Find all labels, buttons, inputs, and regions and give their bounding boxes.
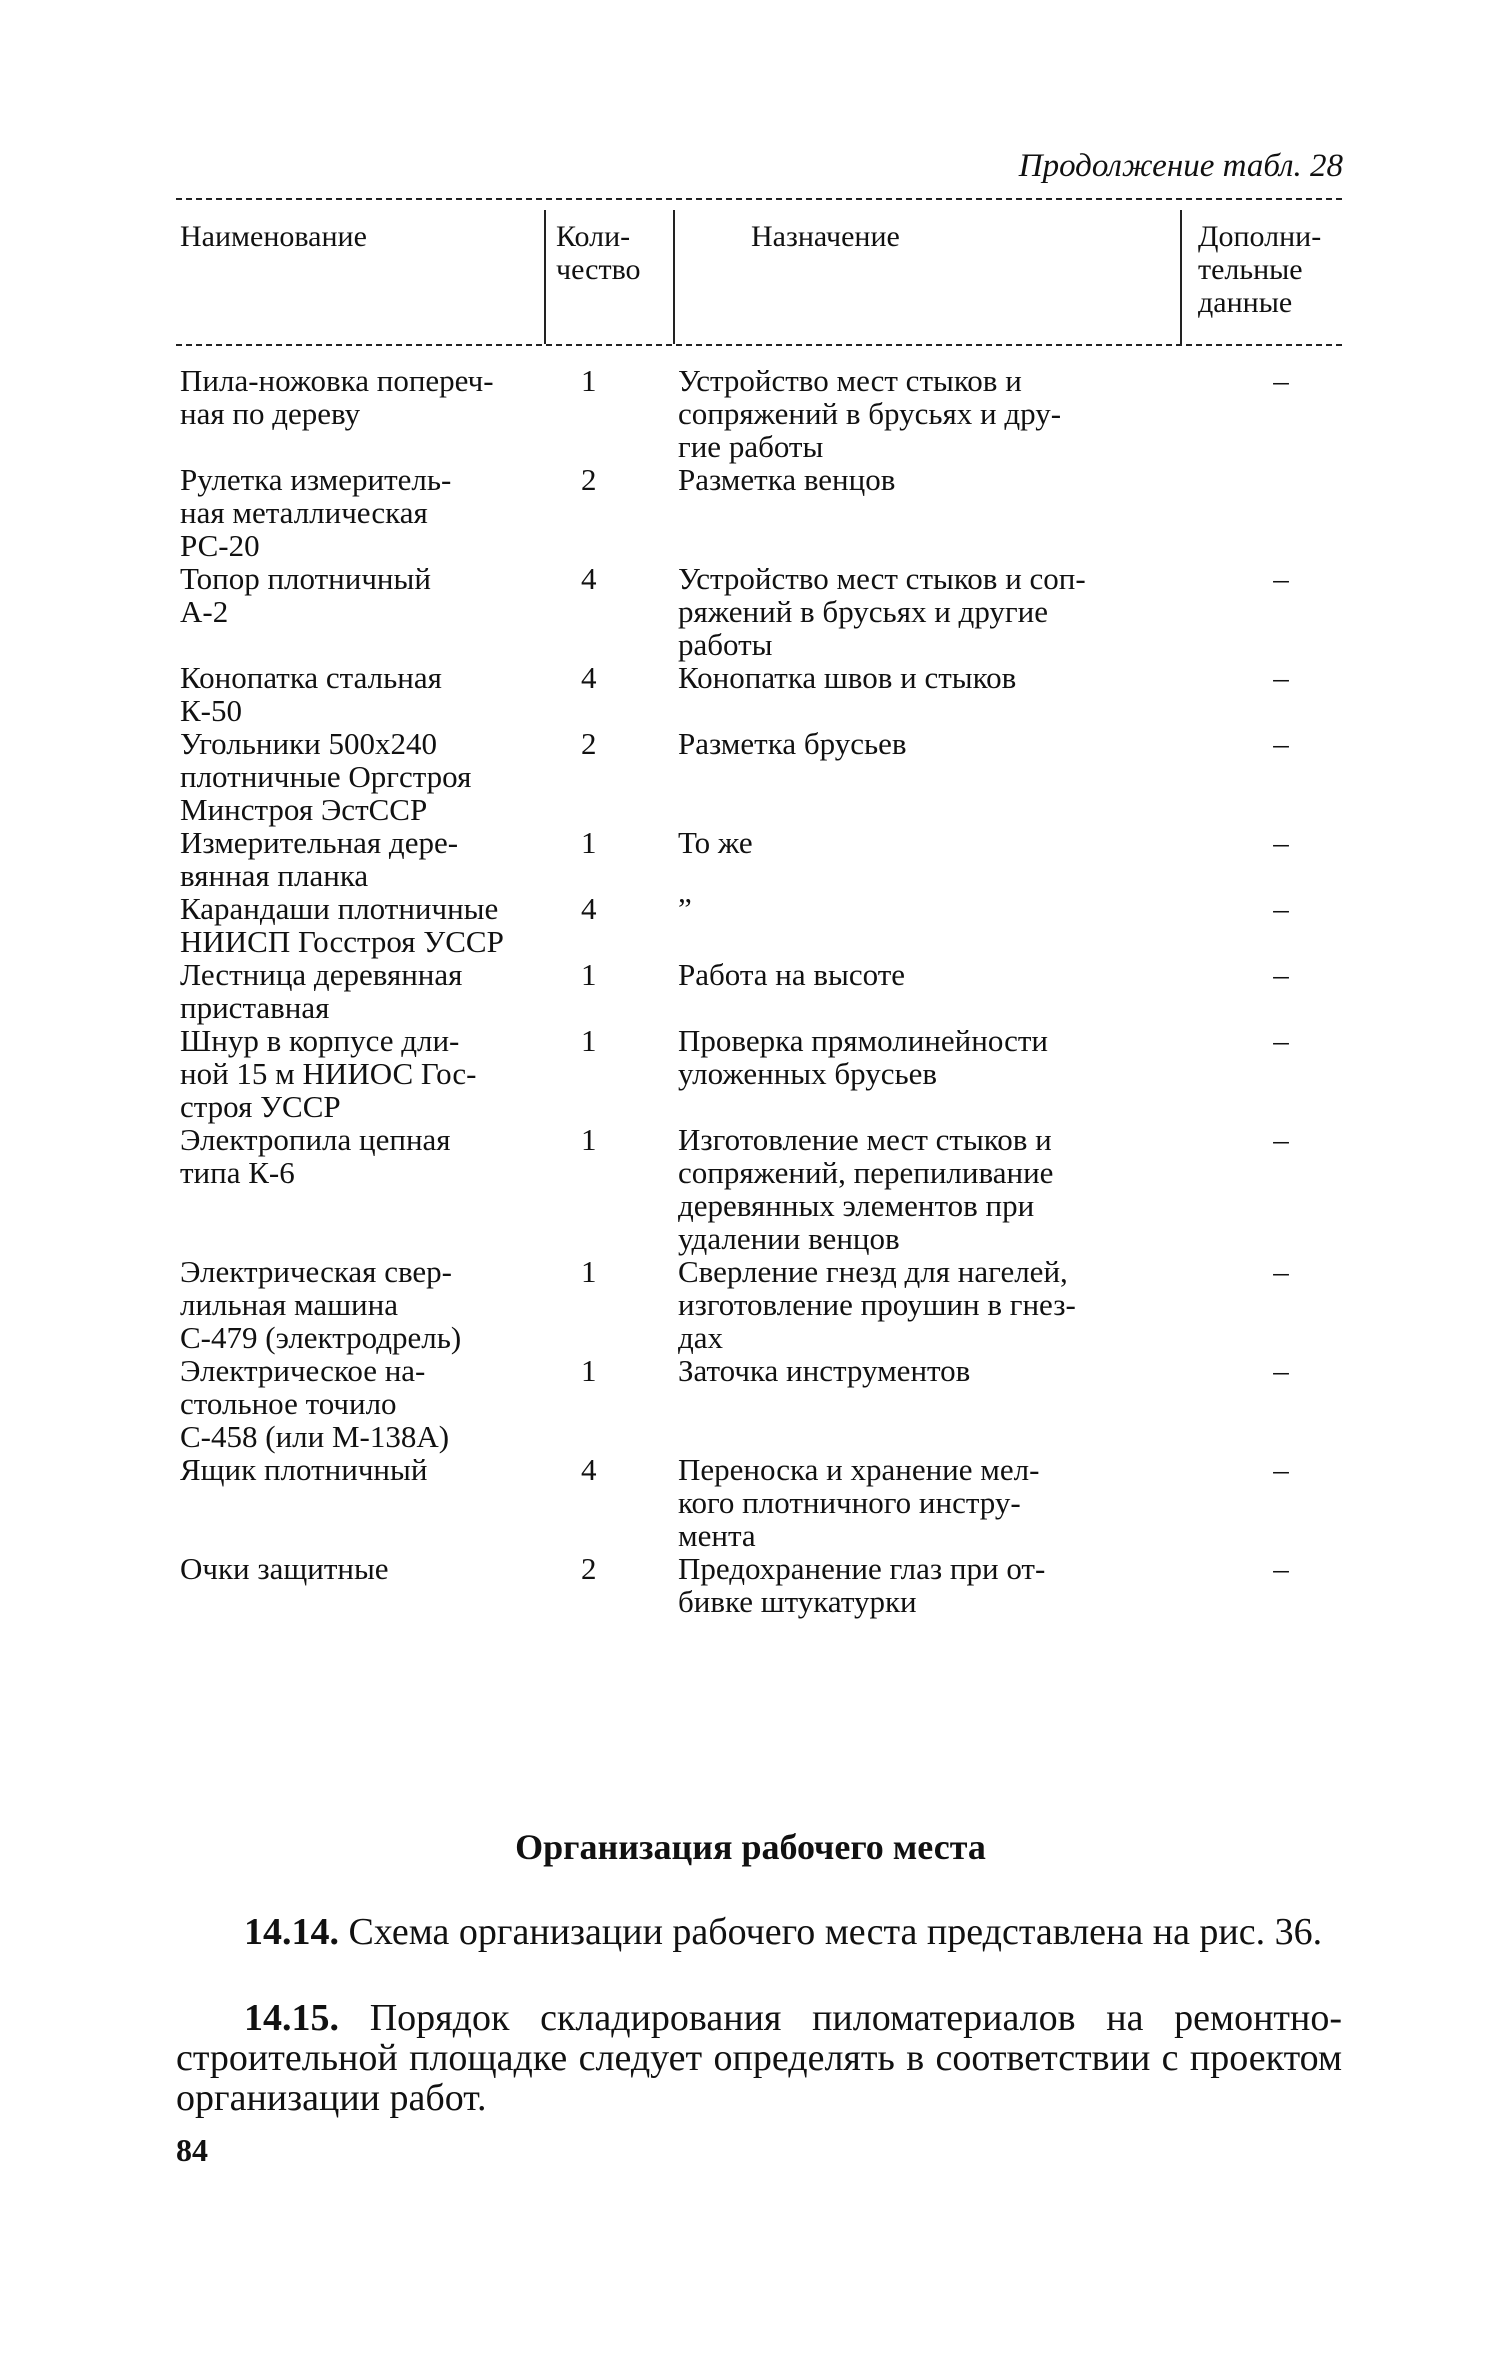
- cell-qty: 1: [581, 1023, 597, 1058]
- cell-name: Ящик плотничный: [180, 1452, 428, 1487]
- cell-qty: 4: [581, 561, 597, 596]
- cell-qty: 4: [581, 660, 597, 695]
- table-row: [176, 562, 1342, 661]
- header-name: Наименование: [180, 220, 367, 253]
- header-qty: Коли- чество: [556, 220, 641, 286]
- cell-extra: –: [1273, 891, 1289, 926]
- table-continuation-label: Продолжение табл. 28: [1018, 148, 1343, 184]
- cell-purpose: Проверка прямолинейности уложенных брусьев: [678, 1023, 1049, 1091]
- cell-qty: 1: [581, 363, 597, 398]
- header-divider-3: [1180, 210, 1182, 344]
- cell-purpose: Конопатка швов и стыков: [678, 660, 1017, 695]
- table-body: [176, 364, 1342, 1622]
- cell-qty: 2: [581, 1551, 597, 1586]
- cell-extra: –: [1273, 1353, 1289, 1388]
- cell-name: Конопатка стальная К-50: [180, 660, 442, 728]
- cell-extra: –: [1273, 825, 1289, 860]
- cell-purpose: Разметка брусьев: [678, 726, 907, 761]
- cell-name: Пила-ножовка попереч- ная по дереву: [180, 363, 494, 431]
- cell-qty: 1: [581, 957, 597, 992]
- cell-qty: 1: [581, 825, 597, 860]
- cell-extra: –: [1273, 363, 1289, 398]
- cell-name: Электрическое на- стольное точило С-458 (или М-138А): [180, 1353, 450, 1454]
- cell-name: Измерительная дере- вянная планка: [180, 825, 459, 893]
- cell-purpose: Устройство мест стыков и сопряжений в брусьях и дру- гие работы: [678, 363, 1062, 464]
- paragraph-14-15: [176, 1998, 1342, 2118]
- cell-name: Угольники 500х240 плотничные Оргстроя Минстроя ЭстССР: [180, 726, 472, 827]
- paragraph-text: Схема организации рабочего места представлена на рис. 36.: [339, 1911, 1323, 1953]
- table-row: [176, 661, 1342, 727]
- cell-purpose: Работа на высоте: [678, 957, 906, 992]
- cell-name: Лестница деревянная приставная: [180, 957, 463, 1025]
- cell-name: Карандаши плотничные НИИСП Госстроя УССР: [180, 891, 504, 959]
- cell-purpose: Переноска и хранение мел- кого плотничного инстру- мента: [678, 1452, 1040, 1553]
- table-row: [176, 1552, 1342, 1622]
- cell-purpose: Изготовление мест стыков и сопряжений, перепиливание деревянных элементов при удалении венцов: [678, 1122, 1054, 1256]
- cell-purpose: Предохранение глаз при от- бивке штукатурки: [678, 1551, 1046, 1619]
- cell-name: Топор плотничный А-2: [180, 561, 431, 629]
- table-header-rule: [176, 344, 1342, 346]
- cell-qty: 2: [581, 726, 597, 761]
- table-row: [176, 1024, 1342, 1123]
- cell-extra: –: [1273, 726, 1289, 761]
- cell-purpose: Разметка венцов: [678, 462, 896, 497]
- table-row: [176, 1255, 1342, 1354]
- cell-name: Рулетка измеритель- ная металлическая РС-20: [180, 462, 452, 563]
- cell-extra: –: [1273, 1023, 1289, 1058]
- cell-qty: 1: [581, 1254, 597, 1289]
- cell-name: Шнур в корпусе дли- ной 15 м НИИОС Гос- строя УССР: [180, 1023, 477, 1124]
- cell-purpose: Устройство мест стыков и соп- ряжений в брусьях и другие работы: [678, 561, 1086, 662]
- cell-extra: –: [1273, 1254, 1289, 1289]
- paragraph-text: Порядок складирования пиломатериалов на ремонтно-строительной площадке следует определять в соответствии с проектом организации работ.: [176, 1997, 1342, 2119]
- cell-name: Очки защитные: [180, 1551, 389, 1586]
- table-row: [176, 1123, 1342, 1255]
- cell-qty: 4: [581, 1452, 597, 1487]
- cell-purpose: То же: [678, 825, 753, 860]
- cell-qty: 4: [581, 891, 597, 926]
- table-row: [176, 826, 1342, 892]
- table-row: [176, 463, 1342, 562]
- table-row: [176, 958, 1342, 1024]
- header-purpose: Назначение: [751, 220, 900, 253]
- table-top-rule: [176, 198, 1342, 200]
- page-number: 84: [176, 2132, 208, 2168]
- cell-extra: –: [1273, 1122, 1289, 1157]
- cell-purpose: Сверление гнезд для нагелей, изготовление проушин в гнез- дах: [678, 1254, 1076, 1355]
- table-row: [176, 892, 1342, 958]
- cell-qty: 2: [581, 462, 597, 497]
- cell-purpose: Заточка инструментов: [678, 1353, 971, 1388]
- header-divider-1: [544, 210, 546, 344]
- table-row: [176, 727, 1342, 826]
- cell-extra: –: [1273, 1452, 1289, 1487]
- cell-qty: 1: [581, 1122, 597, 1157]
- paragraph-number: 14.14.: [244, 1911, 339, 1953]
- cell-name: Электропила цепная типа К-6: [180, 1122, 451, 1190]
- paragraph-14-14: [176, 1912, 1342, 1952]
- cell-extra: –: [1273, 561, 1289, 596]
- header-divider-2: [673, 210, 675, 344]
- paragraph-number: 14.15.: [244, 1997, 339, 2039]
- cell-purpose: ”: [678, 891, 692, 926]
- table-header: [176, 210, 1342, 340]
- header-extra: Дополни- тельные данные: [1198, 220, 1322, 319]
- cell-extra: –: [1273, 957, 1289, 992]
- cell-name: Электрическая свер- лильная машина С-479 (электродрель): [180, 1254, 462, 1355]
- section-title: Организация рабочего места: [515, 1827, 986, 1867]
- cell-qty: 1: [581, 1353, 597, 1388]
- table-row: [176, 1354, 1342, 1453]
- cell-extra: –: [1273, 1551, 1289, 1586]
- cell-extra: –: [1273, 660, 1289, 695]
- table-row: [176, 1453, 1342, 1552]
- table-row: [176, 364, 1342, 463]
